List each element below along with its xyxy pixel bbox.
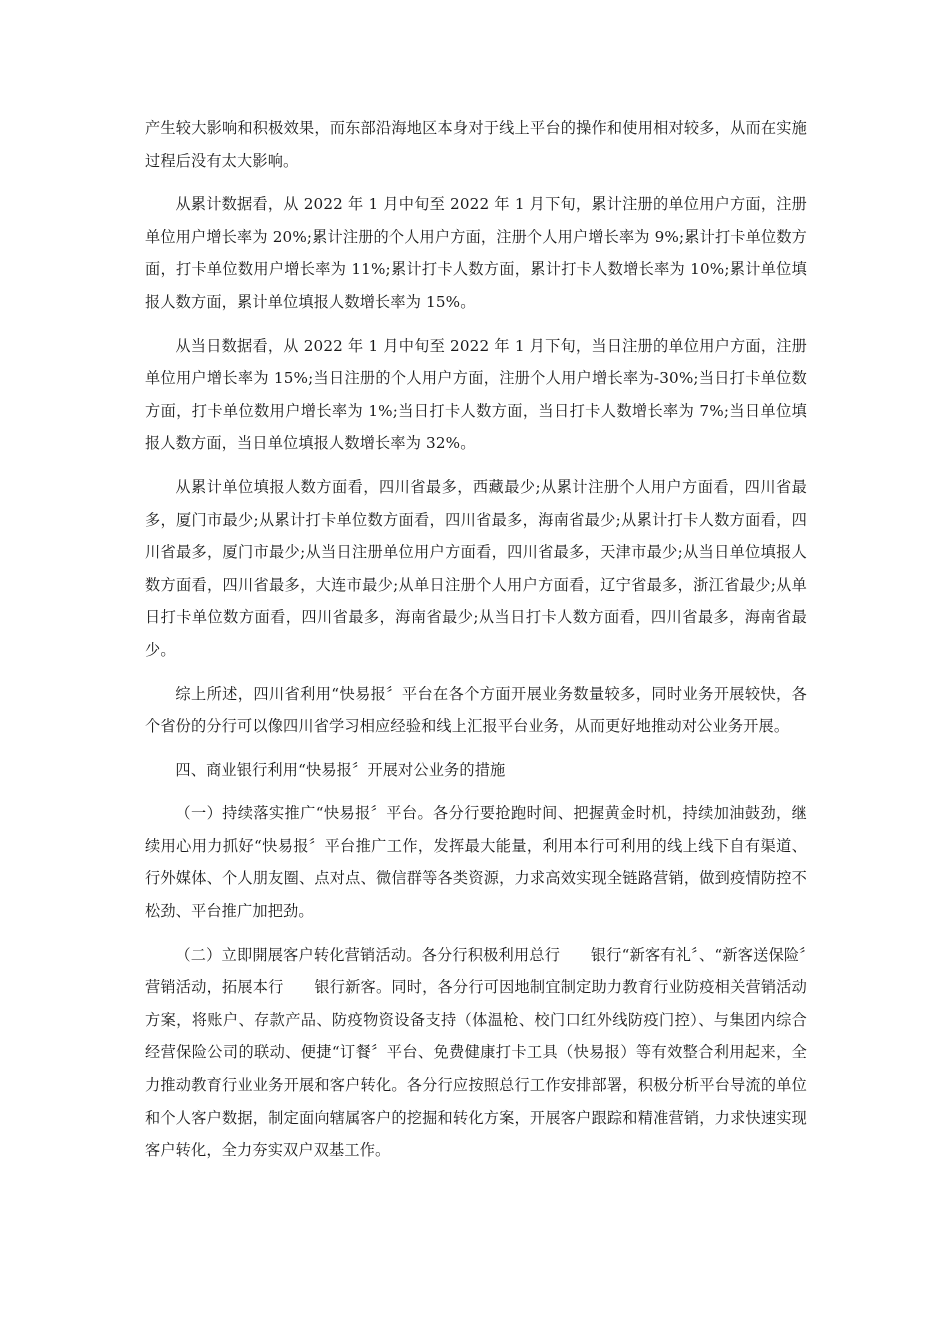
paragraph-province-ranking: 从累计单位填报人数方面看，四川省最多，西藏最少;从累计注册个人用户方面看，四川省最多，厦门市最少;从累计打卡单位数方面看，四川省最多，海南省最少;从累计打卡人数方面看，四川省最多，厦门市最少;从当日注册单位用户方面看，四川省最多，天津市最少;从当日单位填报人数方面看，四川省最多，大连市最少;从单日注册个人用户方面看，辽宁省最多，浙江省最少;从单日打卡单位数方面看，四川省最多，海南省最少;从当日打卡人数方面看，四川省最多，海南省最少。 [145, 477, 807, 659]
paragraph-measure-2: （二）立即開展客户转化营销活动。各分行积极利用总行 银行“新客有礼〞、“新客送保险〞营销活动，拓展本行 银行新客。同时，各分行可因地制宜制定助力教育行业防疫相关营销活动方案，将账户、存款产品、防疫物资设备支持（体温枪、校门口红外线防疫门控）、与集团内综合经营保险公司的联动、便捷“订餐〞平台、免费健康打卡工具（快易报）等有效整合利用起来，全力推动教育行业业务开展和客户转化。各分行应按照总行工作安排部署，积极分析平台导流的单位和个人客户数据，制定面向辖属客户的挖掘和转化方案，开展客户跟踪和精准营销，力求快速实现客户转化，全力夯实双户双基工作。 [145, 945, 807, 1160]
paragraph-summary: 综上所述，四川省利用“快易报〞平台在各个方面开展业务数量较多，同时业务开展较快，各个省份的分行可以像四川省学习相应经验和线上汇报平台业务，从而更好地推动对公业务开展。 [145, 684, 807, 736]
paragraph-continuation: 产生较大影响和积极效果，而东部沿海地区本身对于线上平台的操作和使用相对较多，从而在实施过程后没有太大影响。 [145, 119, 807, 170]
section-heading-measures: 四、商业银行利用“快易报〞开展对公业务的措施 [175, 760, 506, 779]
paragraph-cumulative-data: 从累计数据看，从 2022 年 1 月中旬至 2022 年 1 月下旬，累计注册的单位用户方面，注册单位用户增长率为 20%;累计注册的个人用户方面，注册个人用户增长率为 9%;累计打卡单位数方面，打卡单位数用户增长率为 11%;累计打卡人数方面，累计打卡人数增长率为 10%;累计单位填报人数方面，累计单位填报人数增长率为 15%。 [145, 195, 807, 311]
document-page [145, 112, 807, 1167]
paragraph-measure-1: （一）持续落实推广“快易报〞平台。各分行要抢跑时间、把握黄金时机，持续加油鼓劲，继续用心用力抓好“快易报〞平台推广工作，发挥最大能量，利用本行可利用的线上线下自有渠道、行外媒体、个人朋友圈、点对点、微信群等各类资源，力求高效实现全链路营销，做到疫情防控不松劲、平台推广加把劲。 [145, 804, 807, 921]
paragraph-daily-data: 从当日数据看，从 2022 年 1 月中旬至 2022 年 1 月下旬，当日注册的单位用户方面，注册单位用户增长率为 15%;当日注册的个人用户方面，注册个人用户增长率为-30%;当日打卡单位数方面，打卡单位数用户增长率为 1%;当日打卡人数方面，当日打卡人数增长率为 7%;当日单位填报人数方面，当日单位填报人数增长率为 32%。 [145, 336, 807, 453]
